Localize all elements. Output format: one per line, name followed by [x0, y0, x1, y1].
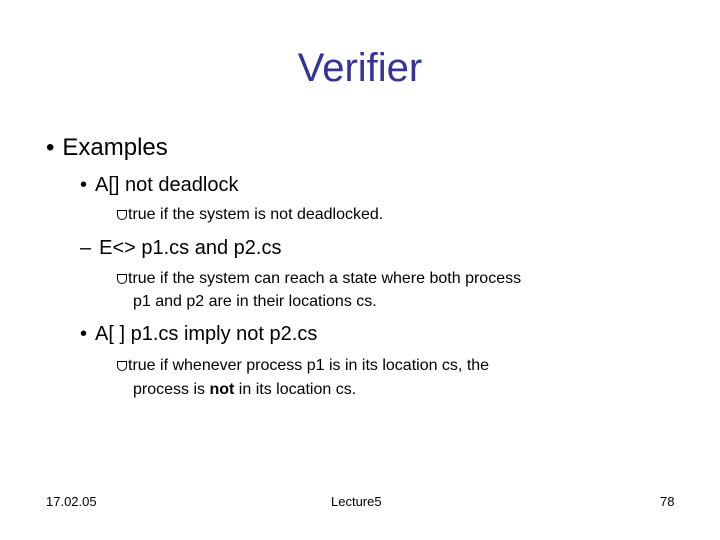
sub-item-reachability-continuation	[133, 291, 377, 313]
item-text-continuation-after: in its location cs.	[234, 381, 357, 398]
sub-item-mutual-exclusion-continuation	[133, 379, 356, 401]
item-text-continuation-before: process is	[133, 381, 210, 398]
footer-date: 17.02.05	[46, 494, 97, 509]
bullet-item-examples	[46, 134, 168, 162]
item-text: Examples	[62, 134, 168, 161]
item-text: E<> p1.cs and p2.cs	[99, 237, 282, 259]
slide-title: Verifier	[297, 46, 423, 90]
bullet-item-mutual-exclusion	[80, 322, 317, 346]
bullet-dot: •	[80, 174, 88, 196]
bullet-dot: •	[80, 323, 88, 345]
checkbox-bullet-icon	[117, 361, 127, 371]
bullet-dot: •	[46, 134, 55, 161]
item-text: true if whenever process p1 is in its location cs, the	[128, 357, 490, 374]
item-text: true if the system can reach a state where both process	[128, 270, 522, 287]
sub-item-reachability	[117, 268, 521, 290]
bullet-item-not-deadlock	[80, 173, 238, 197]
checkbox-bullet-icon	[117, 274, 127, 284]
bullet-item-reachability	[80, 236, 281, 260]
footer-lecture: Lecture5	[331, 494, 382, 509]
item-text: A[ ] p1.cs imply not p2.cs	[95, 323, 318, 345]
item-text-continuation: p1 and p2 are in their locations cs.	[133, 293, 377, 310]
item-text-emphasis: not	[209, 381, 235, 398]
item-text: true if the system is not deadlocked.	[128, 206, 384, 223]
sub-item-mutual-exclusion	[117, 355, 489, 377]
footer-page-number: 78	[660, 494, 675, 509]
checkbox-bullet-icon	[117, 210, 127, 220]
sub-item-not-deadlock	[117, 204, 383, 226]
item-text: A[] not deadlock	[95, 174, 239, 196]
bullet-dash: –	[80, 237, 92, 259]
